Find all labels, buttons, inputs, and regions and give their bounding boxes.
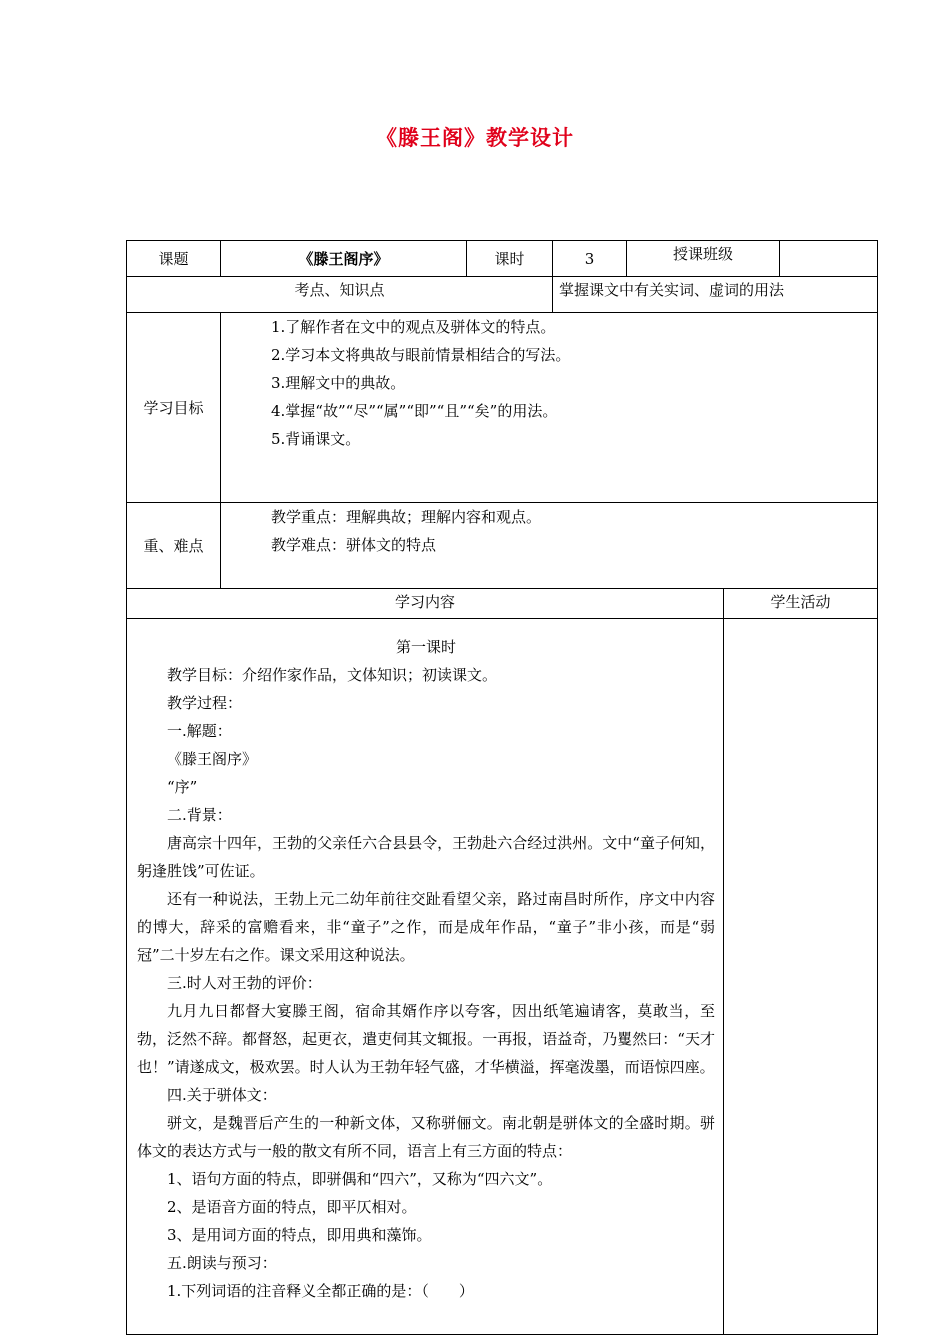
lesson-paragraph: 1、语句方面的特点，即骈偶和“四六”，又称为“四六文”。 xyxy=(167,1170,553,1188)
columns-row xyxy=(127,589,878,619)
lesson-paragraph: 骈文，是魏晋后产生的一种新文体，又称骈俪文。南北朝是骈体文的全盛时期。骈体文的表达方式与一般的散文有所不同，语言上有三方面的特点： xyxy=(137,1114,715,1160)
objectives-list xyxy=(221,313,877,453)
lesson-paragraph: 2、是语音方面的特点，即平仄相对。 xyxy=(167,1198,417,1216)
lesson-paragraph: 教学过程： xyxy=(167,694,243,712)
document-title: 《滕王阁》教学设计 xyxy=(376,126,574,150)
hours-label: 课时 xyxy=(467,241,553,277)
objectives-cell xyxy=(221,313,878,503)
header-row xyxy=(127,241,878,277)
lesson-paragraph: “序” xyxy=(167,778,198,796)
student-activity-cell xyxy=(724,619,878,1335)
lesson-paragraph: 教学目标：介绍作家作品，文体知识；初读课文。 xyxy=(167,666,498,684)
objective-item: 2.学习本文将典故与眼前情景相结合的写法。 xyxy=(271,346,571,364)
lesson-paragraph: 3、是用词方面的特点，即用典和藻饰。 xyxy=(167,1226,432,1244)
topic-value: 《滕王阁序》 xyxy=(221,241,467,277)
objective-item: 3.理解文中的典故。 xyxy=(271,374,406,392)
activity-column-header: 学生活动 xyxy=(724,589,878,619)
lesson-paragraph: 三.时人对王勃的评价： xyxy=(167,974,322,992)
lesson-paragraph: 五.朗读与预习： xyxy=(167,1254,277,1272)
lesson-content xyxy=(127,619,724,1335)
knowledge-value: 掌握课文中有关实词、虚词的用法 xyxy=(553,277,878,313)
lesson-heading: 第一课时 xyxy=(395,638,456,656)
lesson-paragraph: 一.解题： xyxy=(167,722,232,740)
lesson-paragraph: 九月九日都督大宴滕王阁，宿命其婿作序以夸客，因出纸笔遍请客，莫敢当，至勃，泛然不辞。都督怒，起更衣，遣吏伺其文辄报。一再报，语益奇，乃矍然曰：“天才也！”请遂成文，极欢罢。时人认为王勃年轻气盛，才华横溢，挥毫泼墨，而语惊四座。 xyxy=(137,1002,715,1076)
class-value xyxy=(780,241,878,277)
objectives-label: 学习目标 xyxy=(127,313,221,503)
objective-item: 1.了解作者在文中的观点及骈体文的特点。 xyxy=(271,318,556,336)
key-points-row xyxy=(127,503,878,589)
objectives-row xyxy=(127,313,878,503)
lesson-paragraph: 《滕王阁序》 xyxy=(167,750,258,768)
lesson-row xyxy=(127,619,878,1335)
knowledge-label: 考点、知识点 xyxy=(127,277,553,313)
class-label: 授课班级 xyxy=(627,241,780,277)
topic-label: 课题 xyxy=(127,241,221,277)
key-point-item: 教学重点：理解典故；理解内容和观点。 xyxy=(271,508,542,526)
lesson-paragraph: 四.关于骈体文： xyxy=(167,1086,277,1104)
hours-value: 3 xyxy=(553,241,627,277)
key-point-item: 教学难点：骈体文的特点 xyxy=(271,536,437,554)
key-points-cell xyxy=(221,503,878,589)
content-column-header: 学习内容 xyxy=(127,589,724,619)
lesson-paragraph: 唐高宗十四年，王勃的父亲任六合县县令，王勃赴六合经过洪州。文中“童子何知，躬逢胜饯”可佐证。 xyxy=(137,834,715,880)
lesson-paragraph: 1.下列词语的注音释义全都正确的是：（ ） xyxy=(167,1282,474,1300)
key-points-list xyxy=(221,503,877,559)
objective-item: 5.背诵课文。 xyxy=(271,430,361,448)
objective-item: 4.掌握“故”“尽”“属”“即”“且”“矣”的用法。 xyxy=(271,402,558,420)
knowledge-row xyxy=(127,277,878,313)
lesson-plan-table xyxy=(126,240,878,1335)
lesson-paragraph: 二.背景： xyxy=(167,806,232,824)
key-points-label: 重、难点 xyxy=(127,503,221,589)
lesson-paragraph: 还有一种说法，王勃上元二幼年前往交趾看望父亲，路过南昌时所作，序文中内容的博大，辞采的富赡看来，非“童子”之作，而是成年作品，“童子”非小孩，而是“弱冠”二十岁左右之作。课文采用这种说法。 xyxy=(137,890,715,964)
